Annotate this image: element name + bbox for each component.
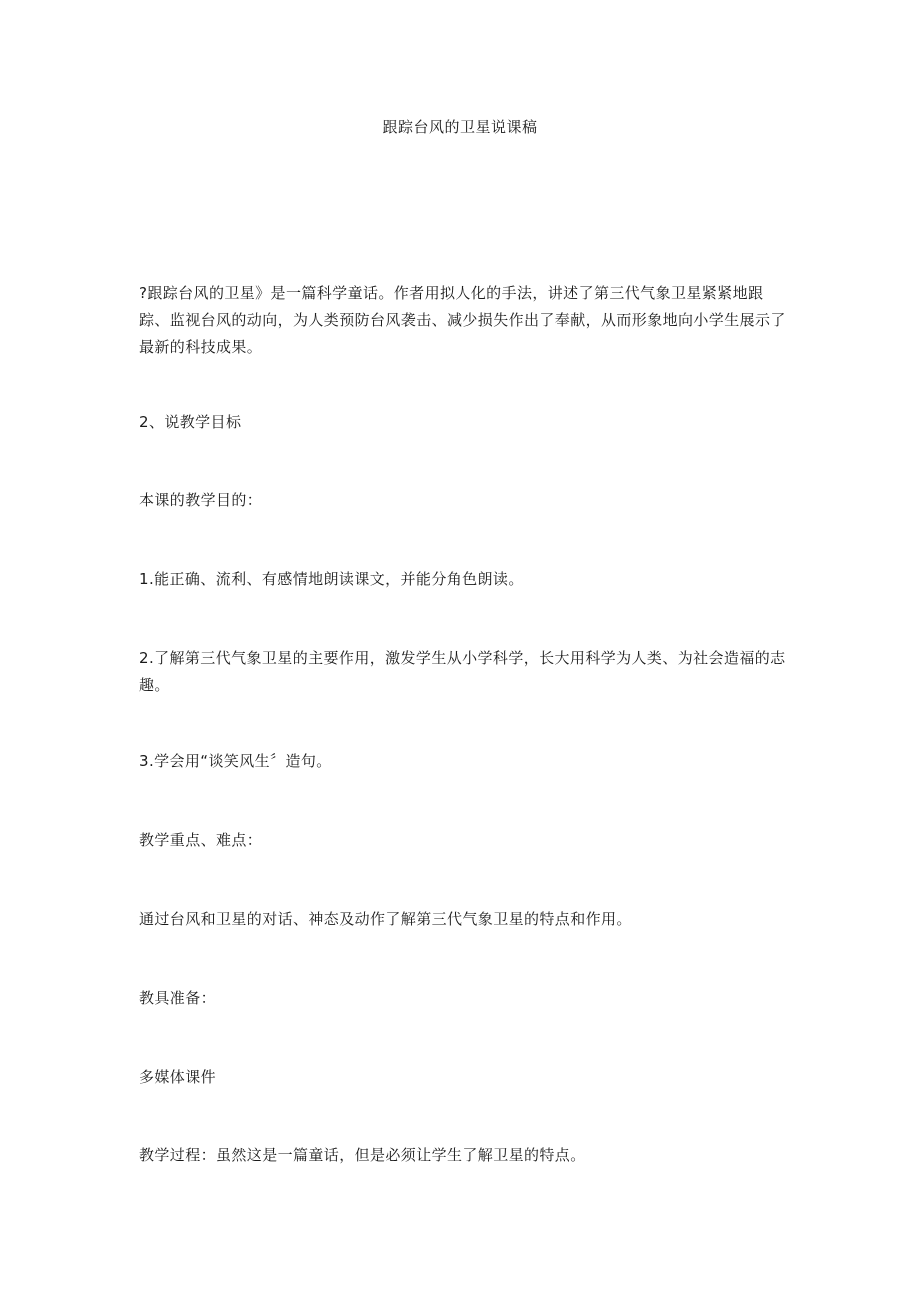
- key-points-text: 通过台风和卫星的对话、神态及动作了解第三代气象卫星的特点和作用。: [139, 910, 632, 928]
- goal-item-2: 2.了解第三代气象卫星的主要作用，激发学生从小学科学，长大用科学为人类、为社会造福的志趣。: [139, 649, 786, 694]
- goal-item-3: 3.学会用“谈笑风生〞造句。: [139, 752, 332, 770]
- goal-item-1: 1.能正确、流利、有感情地朗读课文，并能分角色朗读。: [139, 570, 524, 588]
- tools-text: 多媒体课件: [139, 1068, 217, 1086]
- goals-intro: 本课的教学目的：: [139, 491, 263, 509]
- intro-paragraph: ?跟踪台风的卫星》是一篇科学童话。作者用拟人化的手法，讲述了第三代气象卫星紧紧地跟踪、监视台风的动向，为人类预防台风袭击、减少损失作出了奉献，从而形象地向小学生展示了最新的科技成果。: [139, 284, 786, 356]
- document-title: 跟踪台风的卫星说课稿: [382, 118, 538, 136]
- tools-label: 教具准备：: [139, 989, 217, 1007]
- key-points-label: 教学重点、难点：: [139, 831, 263, 849]
- teaching-goals-heading: 2、说教学目标: [139, 413, 242, 431]
- process-paragraph: 教学过程：虽然这是一篇童话，但是必须让学生了解卫星的特点。: [139, 1146, 586, 1164]
